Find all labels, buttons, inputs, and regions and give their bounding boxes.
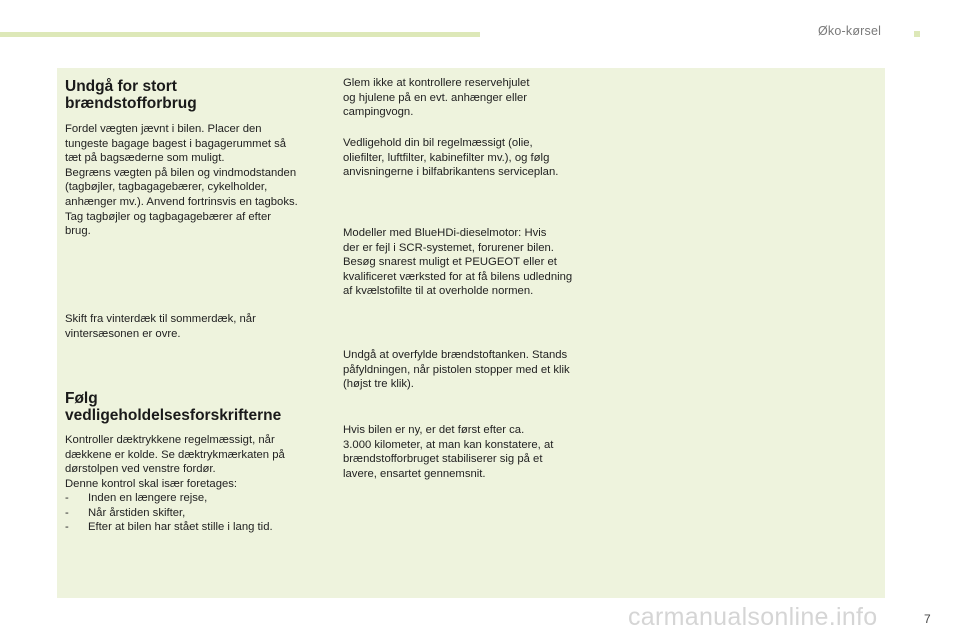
list-dash: - xyxy=(65,492,69,504)
watermark-text: carmanualsonline.info xyxy=(628,603,878,631)
paragraph-weight: Fordel vægten jævnt i bilen. Placer den tungeste bagage bagest i bagagerummet så tæt på bagsæderne som muligt. Begræns vægten på bilen og vindmodstanden (tagbøjler, tagbagagebærer, cykelholder, anhænger mv.). Anvend fortrinsvis en tagboks. Tag tagbøjler og tagbagagebærer af efter brug. xyxy=(65,123,298,238)
paragraph-tyre-pressure: Kontroller dæktrykkene regelmæssigt, når dækkene er kolde. Se dæktrykmærkaten på dørstolpen ved venstre fordør. Denne kontrol skal især foretages: xyxy=(65,434,285,490)
section-title: Øko-kørsel xyxy=(818,24,882,38)
heading-maintenance: Følg vedligeholdelsesforskrifterne xyxy=(65,390,282,424)
list-item: - Inden en længere rejse, xyxy=(65,492,208,504)
header-marker xyxy=(914,31,920,37)
paragraph-service: Vedligehold din bil regelmæssigt (olie, oliefilter, luftfilter, kabinefilter mv.), og følg anvisningerne i bilfabrikantens serviceplan. xyxy=(343,137,559,179)
list-item: - Når årstiden skifter, xyxy=(65,506,186,519)
list-dash: - xyxy=(65,506,69,519)
paragraph-new-car: Hvis bilen er ny, er det først efter ca. 3.000 kilometer, at man kan konstatere, at brændstofforbruget stabiliserer sig på et lavere, ensartet gennemsnit. xyxy=(343,424,554,480)
list-dash: - xyxy=(65,521,69,534)
list-item: - Efter at bilen har stået stille i lang tid. xyxy=(65,521,273,534)
paragraph-spare-wheel: Glem ikke at kontrollere reservehjulet og hjulene på en evt. anhænger eller campingvogn. xyxy=(343,77,530,119)
header-accent-bar xyxy=(0,32,480,37)
heading-avoid-consumption: Undgå for stort brændstofforbrug xyxy=(65,78,197,112)
paragraph-tyres-season: Skift fra vinterdæk til sommerdæk, når vintersæsonen er ovre. xyxy=(65,313,256,340)
check-list xyxy=(65,491,340,535)
paragraph-fuel-tank: Undgå at overfylde brændstoftanken. Stands påfyldningen, når pistolen stopper med et klik (højst tre klik). xyxy=(343,349,570,391)
page-number: 7 xyxy=(924,612,931,626)
paragraph-bluehdi: Modeller med BlueHDi-dieselmotor: Hvis der er fejl i SCR-systemet, forurener bilen. Besøg snarest muligt et PEUGEOT eller et kvalificeret værksted for at få bilens udledning af kvælstofilte til at overholde normen. xyxy=(343,227,573,298)
